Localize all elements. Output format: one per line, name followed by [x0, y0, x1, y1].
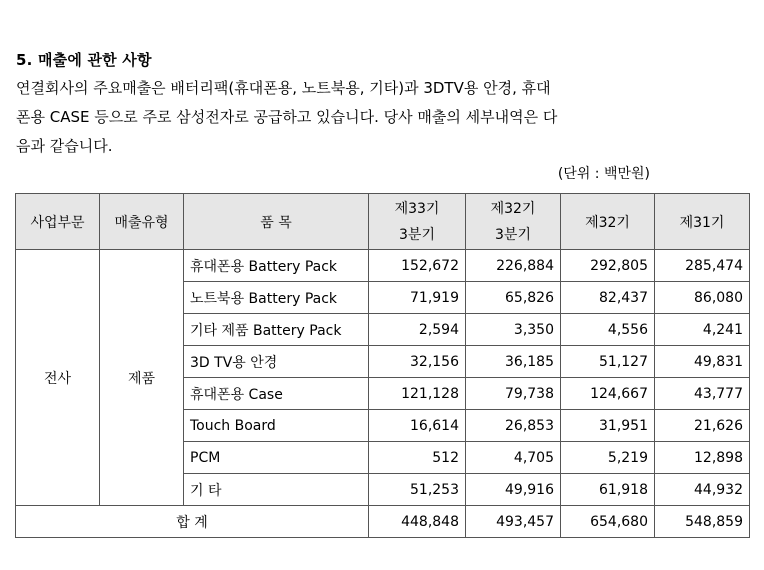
- value-cell: 124,667: [561, 378, 655, 410]
- item-cell: 휴대폰용 Battery Pack: [184, 250, 369, 282]
- total-value: 493,457: [466, 506, 561, 538]
- value-cell: 292,805: [561, 250, 655, 282]
- header-item: 품 목: [184, 194, 369, 250]
- total-value: 654,680: [561, 506, 655, 538]
- unit-note: (단위 : 백만원): [557, 166, 650, 182]
- table-row: [16, 250, 750, 282]
- header-p32-q3: [466, 194, 561, 250]
- paragraph-line: 연결회사의 주요매출은 배터리팩(휴대폰용, 노트북용, 기타)과 3DTV용 안경, 휴대: [16, 79, 551, 97]
- header-p33-q3: [369, 194, 466, 250]
- value-cell: 5,219: [561, 442, 655, 474]
- type-cell: 제품: [100, 250, 184, 506]
- value-cell: 26,853: [466, 410, 561, 442]
- value-cell: 86,080: [655, 282, 750, 314]
- value-cell: 121,128: [369, 378, 466, 410]
- value-cell: 79,738: [466, 378, 561, 410]
- value-cell: 226,884: [466, 250, 561, 282]
- value-cell: 31,951: [561, 410, 655, 442]
- header-p33-line1: 제33기: [394, 200, 440, 217]
- item-cell: Touch Board: [184, 410, 369, 442]
- value-cell: 82,437: [561, 282, 655, 314]
- value-cell: 4,556: [561, 314, 655, 346]
- header-p32: 제32기: [561, 194, 655, 250]
- value-cell: 512: [369, 442, 466, 474]
- value-cell: 49,831: [655, 346, 750, 378]
- value-cell: 51,253: [369, 474, 466, 506]
- section-title: 5. 매출에 관한 사항: [16, 51, 152, 69]
- table-header-row: [16, 194, 750, 250]
- header-p31: 제31기: [655, 194, 750, 250]
- value-cell: 4,241: [655, 314, 750, 346]
- value-cell: 61,918: [561, 474, 655, 506]
- value-cell: 51,127: [561, 346, 655, 378]
- value-cell: 65,826: [466, 282, 561, 314]
- header-p33-line2: 3분기: [399, 226, 435, 243]
- value-cell: 3,350: [466, 314, 561, 346]
- item-cell: 3D TV용 안경: [184, 346, 369, 378]
- value-cell: 16,614: [369, 410, 466, 442]
- value-cell: 152,672: [369, 250, 466, 282]
- header-type: 매출유형: [100, 194, 184, 250]
- value-cell: 4,705: [466, 442, 561, 474]
- paragraph-line: 음과 같습니다.: [16, 137, 113, 155]
- header-p32q-line1: 제32기: [490, 200, 536, 217]
- total-value: 448,848: [369, 506, 466, 538]
- value-cell: 2,594: [369, 314, 466, 346]
- section-paragraph: [16, 74, 676, 161]
- total-label: 합 계: [16, 506, 369, 538]
- item-cell: 기 타: [184, 474, 369, 506]
- value-cell: 43,777: [655, 378, 750, 410]
- value-cell: 36,185: [466, 346, 561, 378]
- sales-table: [15, 193, 750, 538]
- paragraph-line: 폰용 CASE 등으로 주로 삼성전자로 공급하고 있습니다. 당사 매출의 세부내역은 다: [16, 108, 558, 126]
- value-cell: 21,626: [655, 410, 750, 442]
- header-p32q-line2: 3분기: [495, 226, 531, 243]
- value-cell: 44,932: [655, 474, 750, 506]
- total-value: 548,859: [655, 506, 750, 538]
- item-cell: 휴대폰용 Case: [184, 378, 369, 410]
- item-cell: PCM: [184, 442, 369, 474]
- value-cell: 71,919: [369, 282, 466, 314]
- value-cell: 12,898: [655, 442, 750, 474]
- value-cell: 49,916: [466, 474, 561, 506]
- header-dept: 사업부문: [16, 194, 100, 250]
- total-row: [16, 506, 750, 538]
- value-cell: 285,474: [655, 250, 750, 282]
- dept-cell: 전사: [16, 250, 100, 506]
- item-cell: 기타 제품 Battery Pack: [184, 314, 369, 346]
- value-cell: 32,156: [369, 346, 466, 378]
- item-cell: 노트북용 Battery Pack: [184, 282, 369, 314]
